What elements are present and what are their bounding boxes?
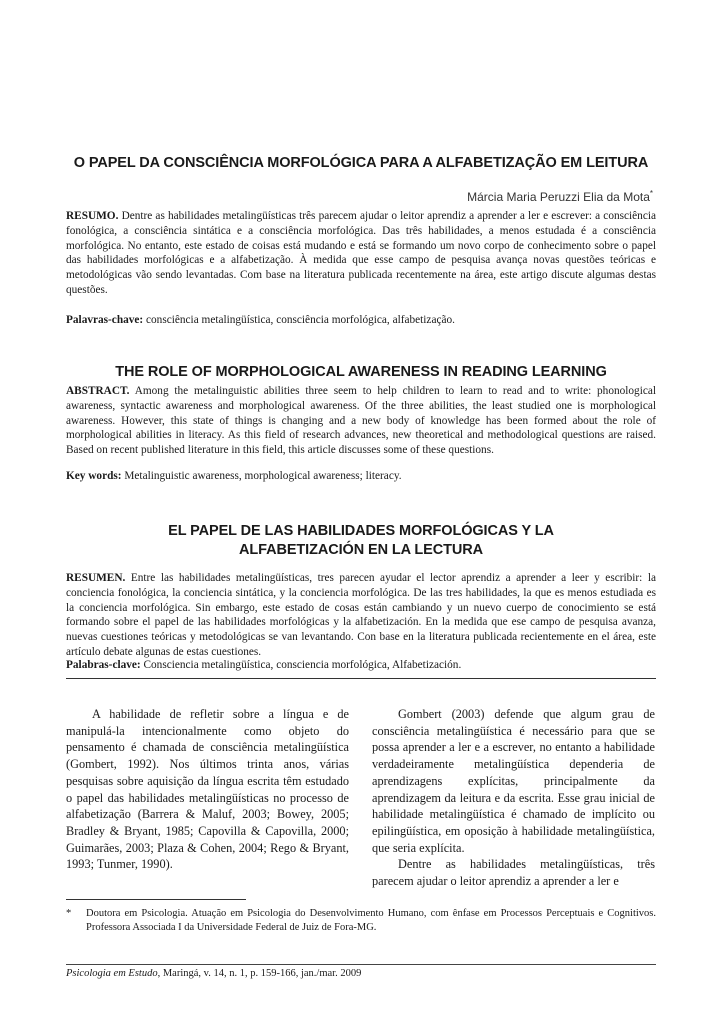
author-name <box>467 189 653 204</box>
resumo-block <box>66 209 656 298</box>
abstract-label: ABSTRACT. <box>66 385 130 397</box>
palavras-chave-text: consciência metalingüística, consciência morfológica, alfabetização. <box>146 314 455 326</box>
title-english: THE ROLE OF MORPHOLOGICAL AWARENESS IN READING LEARNING <box>115 364 607 380</box>
resumo-text: Dentre as habilidades metalingüísticas três parecem ajudar o leitor aprendiz a aprender a ler e escrever: a consciência fonológica, a consciência sintática e a consciência morfológica. Das três habilidades, a menos estudada é a consciência morfológica. No entanto, este estado de coisas está mudando e está se formando um novo corpo de conhecimento sobre o papel das habilidades morfológicas e a alfabetização. À medida que esse campo de pesquisa avança novas questões teóricas e metodológicas vão sendo levantadas. Com base na literatura publicada recentemente na área, este artigo discute algumas destas questões. <box>66 210 656 296</box>
palavras-chave <box>66 313 656 328</box>
resumo-label: RESUMO. <box>66 210 119 222</box>
footnote-text: Doutora em Psicologia. Atuação em Psicologia do Desenvolvimento Humano, com ênfase em Processos Perceptuais e Cognitivos. Professora Associada I da Universidade Federal de Juiz de Fora-MG. <box>86 908 656 933</box>
key-words <box>66 469 656 484</box>
title-spanish-line2: ALFABETIZACIÓN EN LA LECTURA <box>239 542 483 558</box>
title-portuguese: O PAPEL DA CONSCIÊNCIA MORFOLÓGICA PARA A ALFABETIZAÇÃO EM LEITURA <box>73 155 649 171</box>
resumen-text: Entre las habilidades metalingüísticas, tres parecen ayudar el lector aprendiz a aprender a leer y escribir: la conciencia fonológica, la conciencia sintática, y la conciencia morfológica. De las tres habilidades, la que es menos estudiada es la conciencia morfológica. Sin embargo, este estado de cosas están cambiando y un nuevo cuerpo de conocimiento se está formando sobre el papel de las habilidades morfológicas y la alfabetización. En la medida que ese campo de pesquisa avanza, nuevas cuestiones teóricas y metodológicas se van levantando. Con base en la literatura publicada recientemente en el área, este artículo debate algunas de estas cuestiones. <box>66 572 656 658</box>
footnote-mark: * <box>66 908 72 919</box>
journal-citation <box>66 968 361 979</box>
author-footnote-mark: * <box>649 189 653 198</box>
key-words-text: Metalinguistic awareness, morphological awareness; literacy. <box>124 470 402 482</box>
title-spanish <box>66 522 656 560</box>
body-column-right <box>372 706 655 890</box>
body-paragraph: Gombert (2003) defende que algum grau de consciência metalingüística é necessário para que se possa aprender a ler e a escrever, no entanto a habilidade verdadeiramente metalingüística dependeria de aprendizagens explícitas, principalmente da aprendizagem da leitura e da escrita. Esse grau inicial de habilidade metalingüística é chamado de implícito ou epilingüística, em oposição à habilidade metalingüística, que seria explícita. <box>372 707 655 855</box>
body-paragraph: Dentre as habilidades metalingüísticas, três parecem ajudar o leitor aprendiz a aprender a ler e <box>372 857 655 889</box>
body-paragraph: A habilidade de refletir sobre a língua e de manipulá-la intencionalmente como objeto do pensamento é chamada de consciência metalingüística (Gombert, 1992). Nos últimos trinta anos, várias pesquisas sobre aquisição da língua escrita têm estudado o papel das habilidades metalingüísticas no processo de alfabetização (Barrera & Maluf, 2003; Bowey, 2005; Bradley & Bryant, 1985; Capovilla & Capovilla, 2000; Guimarães, 2003; Plaza & Cohen, 2004; Rego & Bryant, 1993; Tunmer, 1990). <box>66 707 349 872</box>
body-column-left <box>66 706 349 873</box>
title-spanish-line1: EL PAPEL DE LAS HABILIDADES MORFOLÓGICAS Y LA <box>168 523 554 539</box>
footnote-divider <box>66 899 246 900</box>
footnote <box>66 907 656 935</box>
journal-details: , Maringá, v. 14, n. 1, p. 159-166, jan./mar. 2009 <box>157 968 362 979</box>
resumen-label: RESUMEN. <box>66 572 126 584</box>
key-words-label: Key words: <box>66 470 122 482</box>
palabras-clave-label: Palabras-clave: <box>66 659 141 671</box>
page-footer-divider <box>66 964 656 965</box>
resumen-block <box>66 571 656 660</box>
section-divider <box>66 678 656 679</box>
author-name-text: Márcia Maria Peruzzi Elia da Mota <box>467 190 650 204</box>
palabras-clave-text: Consciencia metalingüística, consciencia morfológica, Alfabetización. <box>143 659 462 671</box>
journal-name: Psicologia em Estudo <box>66 968 158 979</box>
palavras-chave-label: Palavras-chave: <box>66 314 144 326</box>
palabras-clave <box>66 658 656 673</box>
abstract-block <box>66 384 656 458</box>
abstract-text: Among the metalinguistic abilities three seem to help children to learn to read and to write: phonological awareness, syntactic awareness and morphological awareness. Of the three abilities, the least studied one is morphological awareness. However, this state of things is changing and a new body of knowledge has been formed about the role of morphological abilities in literacy. As this field of research advances, new theoretical and methodological questions are raised. Based on recent published literature in this field, this article discusses some of these questions. <box>66 385 656 457</box>
